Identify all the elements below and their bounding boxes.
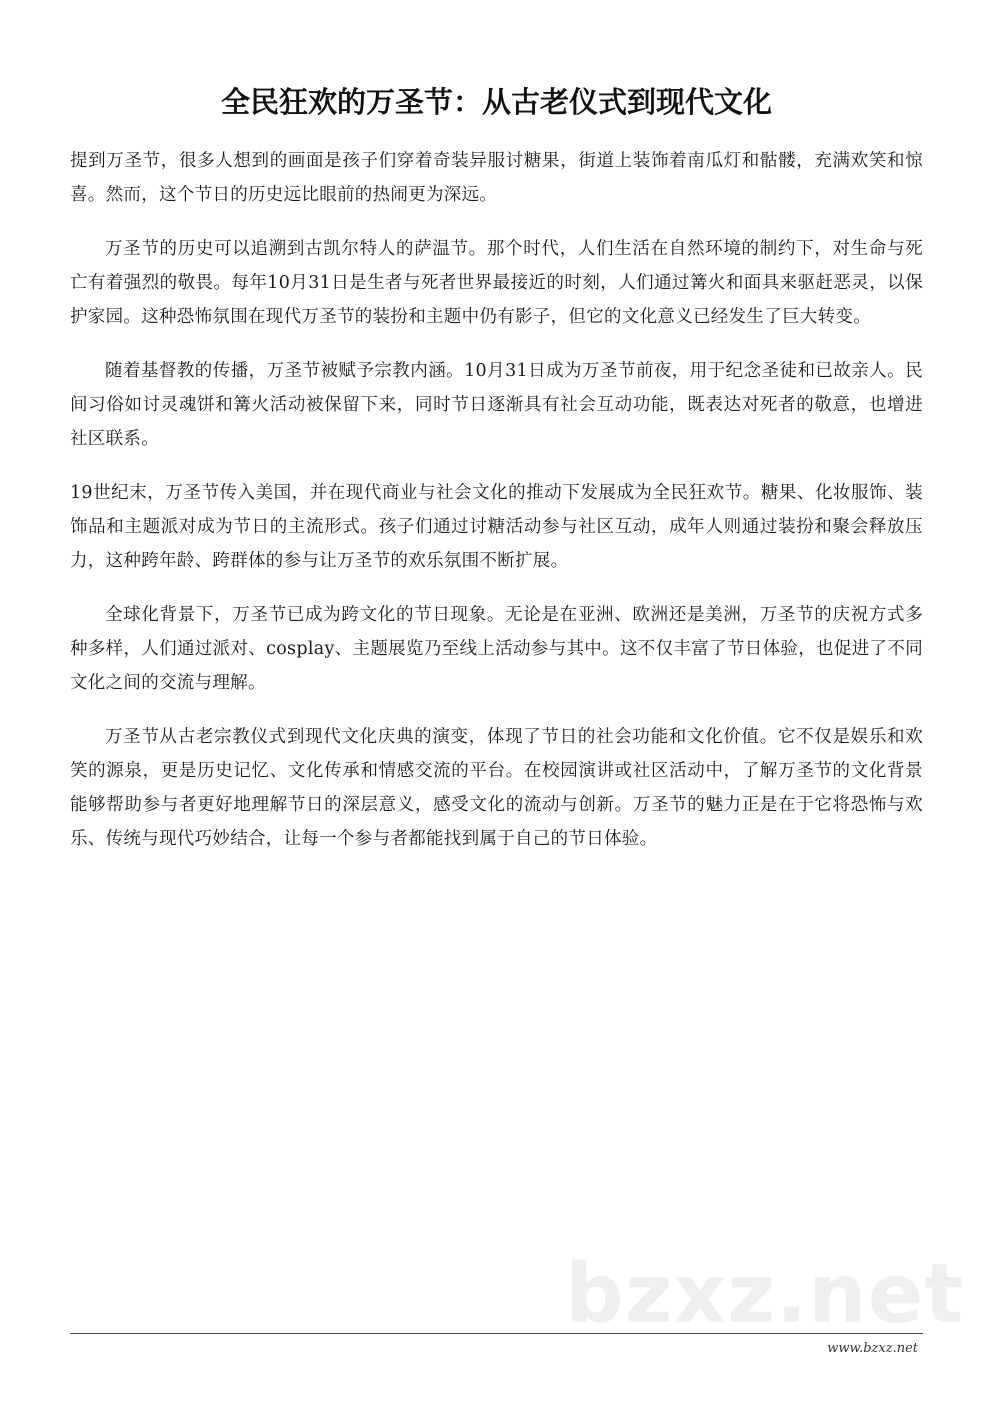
paragraph-5: 全球化背景下，万圣节已成为跨文化的节日现象。无论是在亚洲、欧洲还是美洲，万圣节的庆祝方式多种多样，人们通过派对、cosplay、主题展览乃至线上活动参与其中。这不仅丰富了节日体验，也促进了不同文化之间的交流与理解。: [70, 605, 923, 693]
paragraph-1: 提到万圣节，很多人想到的画面是孩子们穿着奇装异服讨糖果，街道上装饰着南瓜灯和骷髅，充满欢笑和惊喜。然而，这个节日的历史远比眼前的热闹更为深远。: [70, 151, 923, 205]
paragraph-6: 万圣节从古老宗教仪式到现代文化庆典的演变，体现了节日的社会功能和文化价值。它不仅是娱乐和欢笑的源泉，更是历史记忆、文化传承和情感交流的平台。在校园演讲或社区活动中，了解万圣节的文化背景能够帮助参与者更好地理解节日的深层意义，感受文化的流动与创新。万圣节的魅力正是在于它将恐怖与欢乐、传统与现代巧妙结合，让每一个参与者都能找到属于自己的节日体验。: [70, 727, 923, 849]
article-body: [70, 144, 923, 876]
paragraph-3: 随着基督教的传播，万圣节被赋予宗教内涵。10月31日成为万圣节前夜，用于纪念圣徒和已故亲人。民间习俗如讨灵魂饼和篝火活动被保留下来，同时节日逐渐具有社会互动功能，既表达对死者的敬意，也增进社区联系。: [70, 361, 923, 449]
page-title: 全民狂欢的万圣节：从古老仪式到现代文化: [220, 85, 772, 119]
footer-url[interactable]: www.bzxz.net: [827, 1341, 918, 1356]
footer-divider: [70, 1333, 923, 1334]
paragraph-2: 万圣节的历史可以追溯到古凯尔特人的萨温节。那个时代，人们生活在自然环境的制约下，对生命与死亡有着强烈的敬畏。每年10月31日是生者与死者世界最接近的时刻，人们通过篝火和面具来驱赶恶灵，以保护家园。这种恐怖氛围在现代万圣节的装扮和主题中仍有影子，但它的文化意义已经发生了巨大转变。: [70, 239, 923, 327]
watermark-logo: bzxz.net: [565, 1247, 965, 1342]
paragraph-4: 19世纪末，万圣节传入美国，并在现代商业与社会文化的推动下发展成为全民狂欢节。糖果、化妆服饰、装饰品和主题派对成为节日的主流形式。孩子们通过讨糖活动参与社区互动，成年人则通过装扮和聚会释放压力，这种跨年龄、跨群体的参与让万圣节的欢乐氛围不断扩展。: [70, 483, 923, 571]
